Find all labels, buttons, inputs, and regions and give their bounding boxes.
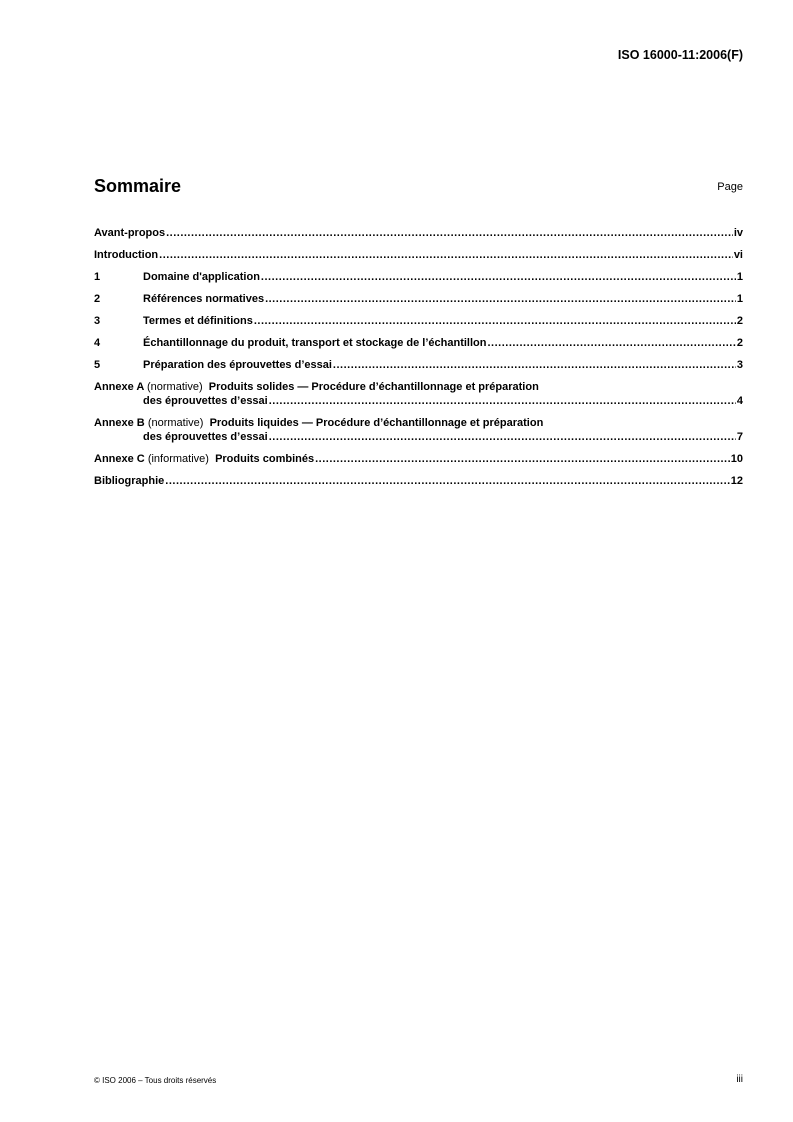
toc-entry-page: 10 bbox=[730, 453, 743, 465]
toc-entry-bibliographie[interactable] bbox=[94, 474, 743, 488]
annex-type: (informative) bbox=[147, 453, 209, 465]
copyright-notice: © ISO 2006 – Tous droits réservés bbox=[94, 1076, 217, 1085]
dot-leader bbox=[166, 226, 733, 240]
toc-entry-avant-propos[interactable] bbox=[94, 226, 743, 240]
toc-entry-label: Introduction bbox=[94, 249, 159, 261]
annex-prefix: Annexe B bbox=[94, 417, 145, 429]
annex-prefix: Annexe C bbox=[94, 453, 145, 465]
toc-entry-annexe-c[interactable] bbox=[94, 452, 743, 466]
toc-entry-page: 3 bbox=[736, 359, 743, 371]
toc-entry-number: 3 bbox=[94, 315, 101, 327]
annex-title-continuation: des éprouvettes d’essai bbox=[143, 431, 268, 443]
toc-entry-label: Références normatives bbox=[143, 293, 265, 305]
annex-title: Produits liquides — Procédure d’échantillonnage et préparation bbox=[209, 417, 544, 429]
toc-entry-page: 7 bbox=[736, 431, 743, 443]
page-column-heading: Page bbox=[717, 181, 743, 193]
dot-leader bbox=[261, 270, 736, 284]
toc-entry-page: vi bbox=[733, 249, 743, 261]
toc-entry-label: Avant-propos bbox=[94, 227, 166, 239]
toc-entry-label: Termes et définitions bbox=[143, 315, 253, 327]
table-of-contents bbox=[94, 226, 743, 496]
toc-entry-4[interactable] bbox=[94, 336, 743, 350]
toc-entry-page: 12 bbox=[730, 475, 743, 487]
dot-leader bbox=[165, 474, 729, 488]
toc-entry-introduction[interactable] bbox=[94, 248, 743, 262]
toc-entry-1[interactable] bbox=[94, 270, 743, 284]
toc-entry-2[interactable] bbox=[94, 292, 743, 306]
toc-entry-number: 2 bbox=[94, 293, 101, 305]
annex-type: (normative) bbox=[147, 417, 204, 429]
toc-entry-page: 4 bbox=[736, 395, 743, 407]
toc-entry-annexe-a[interactable] bbox=[94, 380, 743, 408]
toc-entry-number: 5 bbox=[94, 359, 101, 371]
annex-prefix: Annexe A bbox=[94, 381, 144, 393]
toc-entry-number: 4 bbox=[94, 337, 101, 349]
toc-entry-page: 1 bbox=[736, 293, 743, 305]
toc-entry-label: Bibliographie bbox=[94, 475, 165, 487]
dot-leader bbox=[265, 292, 736, 306]
dot-leader bbox=[159, 248, 733, 262]
toc-entry-label: Domaine d'application bbox=[143, 271, 260, 283]
toc-entry-number: 1 bbox=[94, 271, 101, 283]
dot-leader bbox=[269, 394, 736, 408]
toc-entry-page: 2 bbox=[736, 315, 743, 327]
toc-entry-page: 1 bbox=[736, 271, 743, 283]
toc-entry-3[interactable] bbox=[94, 314, 743, 328]
annex-title: Produits solides — Procédure d’échantillonnage et préparation bbox=[208, 381, 539, 393]
annex-title-continuation: des éprouvettes d’essai bbox=[143, 395, 268, 407]
annex-title: Produits combinés bbox=[215, 453, 315, 465]
dot-leader bbox=[254, 314, 736, 328]
dot-leader bbox=[333, 358, 736, 372]
toc-entry-page: iv bbox=[733, 227, 743, 239]
dot-leader bbox=[269, 430, 736, 444]
annex-type: (normative) bbox=[146, 381, 203, 393]
toc-entry-5[interactable] bbox=[94, 358, 743, 372]
toc-entry-annexe-b[interactable] bbox=[94, 416, 743, 444]
dot-leader bbox=[315, 452, 730, 466]
toc-entry-label: Préparation des éprouvettes d’essai bbox=[143, 359, 332, 371]
page-number: iii bbox=[736, 1074, 743, 1085]
dot-leader bbox=[487, 336, 735, 350]
toc-entry-label: Échantillonnage du produit, transport et stockage de l’échantillon bbox=[143, 337, 487, 349]
toc-entry-page: 2 bbox=[736, 337, 743, 349]
document-id: ISO 16000-11:2006(F) bbox=[617, 48, 743, 62]
page-title: Sommaire bbox=[94, 176, 182, 196]
